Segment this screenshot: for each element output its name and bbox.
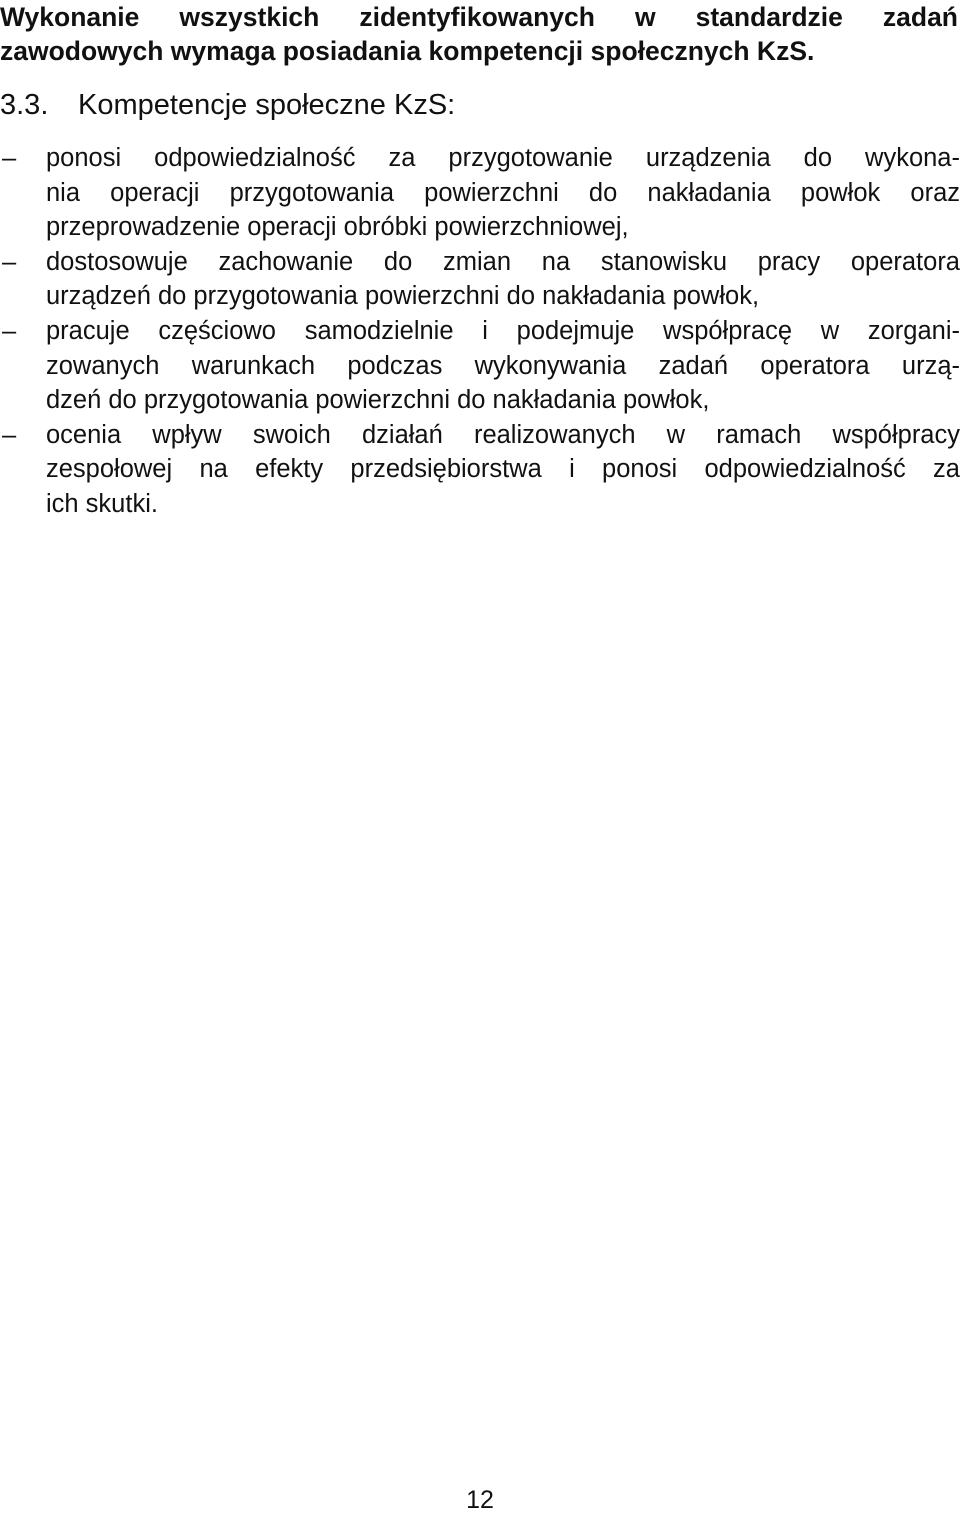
competence-list — [0, 141, 960, 522]
list-item — [0, 141, 960, 245]
dash-bullet: – — [2, 420, 17, 449]
list-item — [0, 245, 960, 314]
list-item-line: ich skutki. — [46, 489, 158, 518]
list-item-line: ocenia wpływ swoich działań realizowanych w ramach współpracy — [46, 420, 960, 449]
list-item-line: przeprowadzenie operacji obróbki powierzchniowej, — [46, 213, 629, 242]
list-item — [0, 418, 960, 522]
list-item — [0, 314, 960, 418]
list-item-line: dostosowuje zachowanie do zmian na stanowisku pracy operatora — [46, 247, 960, 276]
section-title: Kompetencje społeczne KzS: — [78, 89, 456, 121]
dash-bullet: – — [2, 144, 17, 172]
list-item-line: zowanych warunkach podczas wykonywania zadań operatora urzą- — [46, 351, 960, 380]
intro-paragraph — [0, 0, 958, 68]
dash-bullet: – — [2, 316, 17, 345]
intro-line: Wykonanie wszystkich zidentyfikowanych w standardzie zadań — [0, 2, 958, 32]
dash-bullet: – — [2, 247, 17, 276]
list-item-line: pracuje częściowo samodzielnie i podejmuje współpracę w zorgani- — [46, 316, 960, 345]
page-number: 12 — [466, 1486, 494, 1514]
list-item-line: ponosi odpowiedzialność za przygotowanie urządzenia do wykona- — [46, 144, 960, 172]
list-item-line: dzeń do przygotowania powierzchni do nakładania powłok, — [46, 386, 710, 415]
section-heading — [0, 87, 455, 123]
list-item-line: urządzeń do przygotowania powierzchni do nakładania powłok, — [46, 282, 760, 311]
list-item-line: zespołowej na efekty przedsiębiorstwa i ponosi odpowiedzialność za — [46, 455, 960, 484]
list-item-line: nia operacji przygotowania powierzchni do nakładania powłok oraz — [46, 178, 960, 207]
intro-line: zawodowych wymaga posiadania kompetencji społecznych KzS. — [0, 36, 815, 66]
section-number: 3.3. — [0, 89, 49, 121]
